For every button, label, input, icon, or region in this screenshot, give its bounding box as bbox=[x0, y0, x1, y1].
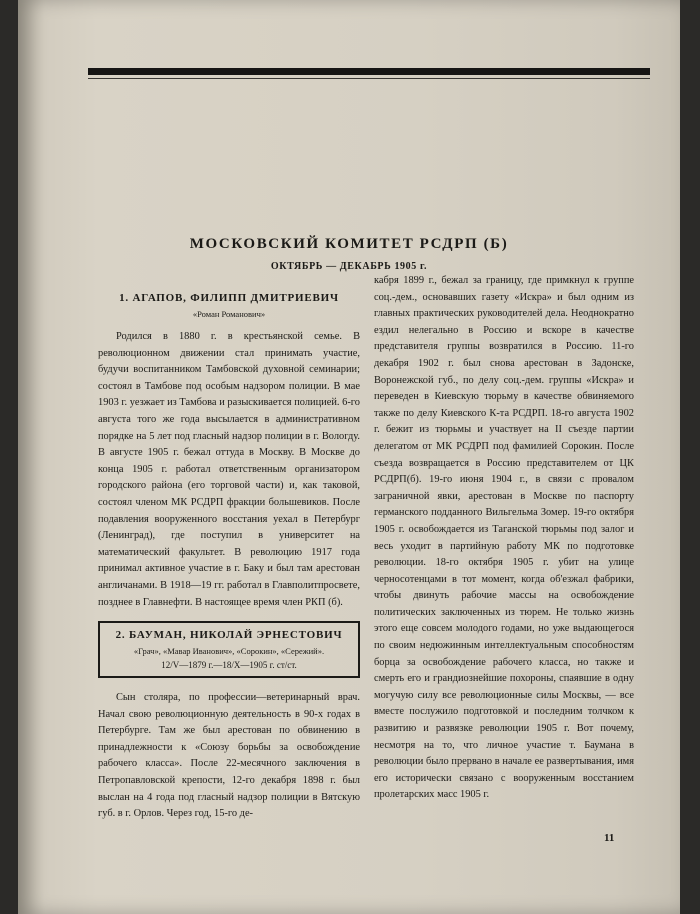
bio2-dates: 12/V—1879 г.—18/X—1905 г. ст/ст. bbox=[161, 660, 297, 671]
right-column bbox=[374, 273, 634, 804]
page-number: 11 bbox=[604, 832, 615, 844]
left-column bbox=[98, 286, 360, 823]
book-page bbox=[18, 0, 680, 914]
bio1-alias: «Роман Романович» bbox=[192, 309, 266, 319]
bio2-aliases: «Грач», «Мавар Иванович», «Сорокин», «Сережий». bbox=[133, 646, 325, 657]
bio2-text-left: Сын столяра, по профессии—ветеринарный врач. Начал свою революционную деятельность в 90-х годах в Петербурге. Там же был арестован по обвинению в принадлежности к «Союзу борьбы за освобождение рабочего класса». После 22-месячного заключения в Петропавловской крепости, 12-го декабря 1898 г. был выслан на 4 года под гласный надзор полиции в Вятскую губ. в г. Орлов. Через год, 15-го де- bbox=[98, 692, 360, 820]
page-title: МОСКОВСКИЙ КОМИТЕТ РСДРП (Б) bbox=[189, 236, 509, 252]
header-rule bbox=[88, 68, 650, 75]
bio1-text: Родился в 1880 г. в крестьянской семье. В революционном движении стал принимать участие, будучи воспитанником Тамбовской духовной семинарии; состоял в Тамбове под особым надзором полиции. В мае 1903 г. уезжает из Тамбова и разыскивается полицией. 6-го августа того же года высылается в административном порядке на 5 лет под гласный надзор полиции в г. Вологду. В августе 1905 г. бежал оттуда в Москву. В Москве до конца 1905 г. работал ответственным организатором городского района (его торговой части) и, как таковой, состоял членом МК РСДРП фракции большевиков. После подавления вооруженного восстания уехал в Петербург (Ленинград), где поступил в университет на математический факультет. В революцию 1917 года принимал активное участие в г. Баку и был там арестован англичанами. В 1918—19 гг. работал в Главполитпросвете, позднее в Главнефти. В настоящее время член РКП (б). bbox=[98, 331, 360, 608]
header-rule-thin bbox=[88, 78, 650, 79]
page-subtitle: ОКТЯБРЬ — ДЕКАБРЬ 1905 г. bbox=[270, 261, 428, 272]
bio2-header: 2. БАУМАН, НИКОЛАЙ ЭРНЕСТОВИЧ bbox=[115, 629, 343, 642]
bio1-header: 1. АГАПОВ, ФИЛИПП ДМИТРИЕВИЧ bbox=[119, 292, 339, 304]
bio2-header-box bbox=[98, 621, 360, 678]
bio2-text-right: кабря 1899 г., бежал за границу, где примкнул к группе соц.-дем., основавших газету «Искра» и был одним из главных практических руководителей дела. Неоднократно ездил нелегально в Россию и вскоре в качестве представителя группы возвратился в Россию. 11-го декабря 1902 г. был снова арестован в Задонске, Воронежской губ., по делу соц.-дем. группы «Искра» и переведен в Киевскую тюрьму в качестве обвиняемого также по делу Киевского К-та РСДРП. 18-го августа 1902 г. бежит из тюрьмы и участвует на II съезде партии делегатом от МК РСДРП под фамилией Сорокин. После съезда возвращается в Россию представителем от ЦК РСДРП(б). 19-го июня 1904 г., в связи с провалом заграничной явки, арестован в Москве по паспорту германского подданного Вильгельма Зомер. 19-го октября 1905 г. освобождается из Таганской тюрьмы под залог и весь уходит в партийную работу МК по подготовке революции. 18-го октября 1905 г. убит на улице черносотенцами в тот момент, когда об'езжал фабрики, чтобы двинуть рабочие массы на освобождение политических заключенных из тюрем. Не только жизнь этого еще совсем молодого годами, но уже выдающегося по своим недюжинным интеллектуальным способностям борца за освобождение рабочего класса, но также и смерть его и грандиознейшие похороны, спаявшие в одну могучую силу все революционные силы Москвы, — все вместе послужило подготовкой и последним толчком к развитию и развязке революции 1905 г. Вот почему, несмотря на то, что личное участие т. Баумана в революции было прервано в начале ее развертывания, имя его исторически связано с вооруженным восстанием пролетарских масс 1905 г. bbox=[374, 275, 634, 801]
